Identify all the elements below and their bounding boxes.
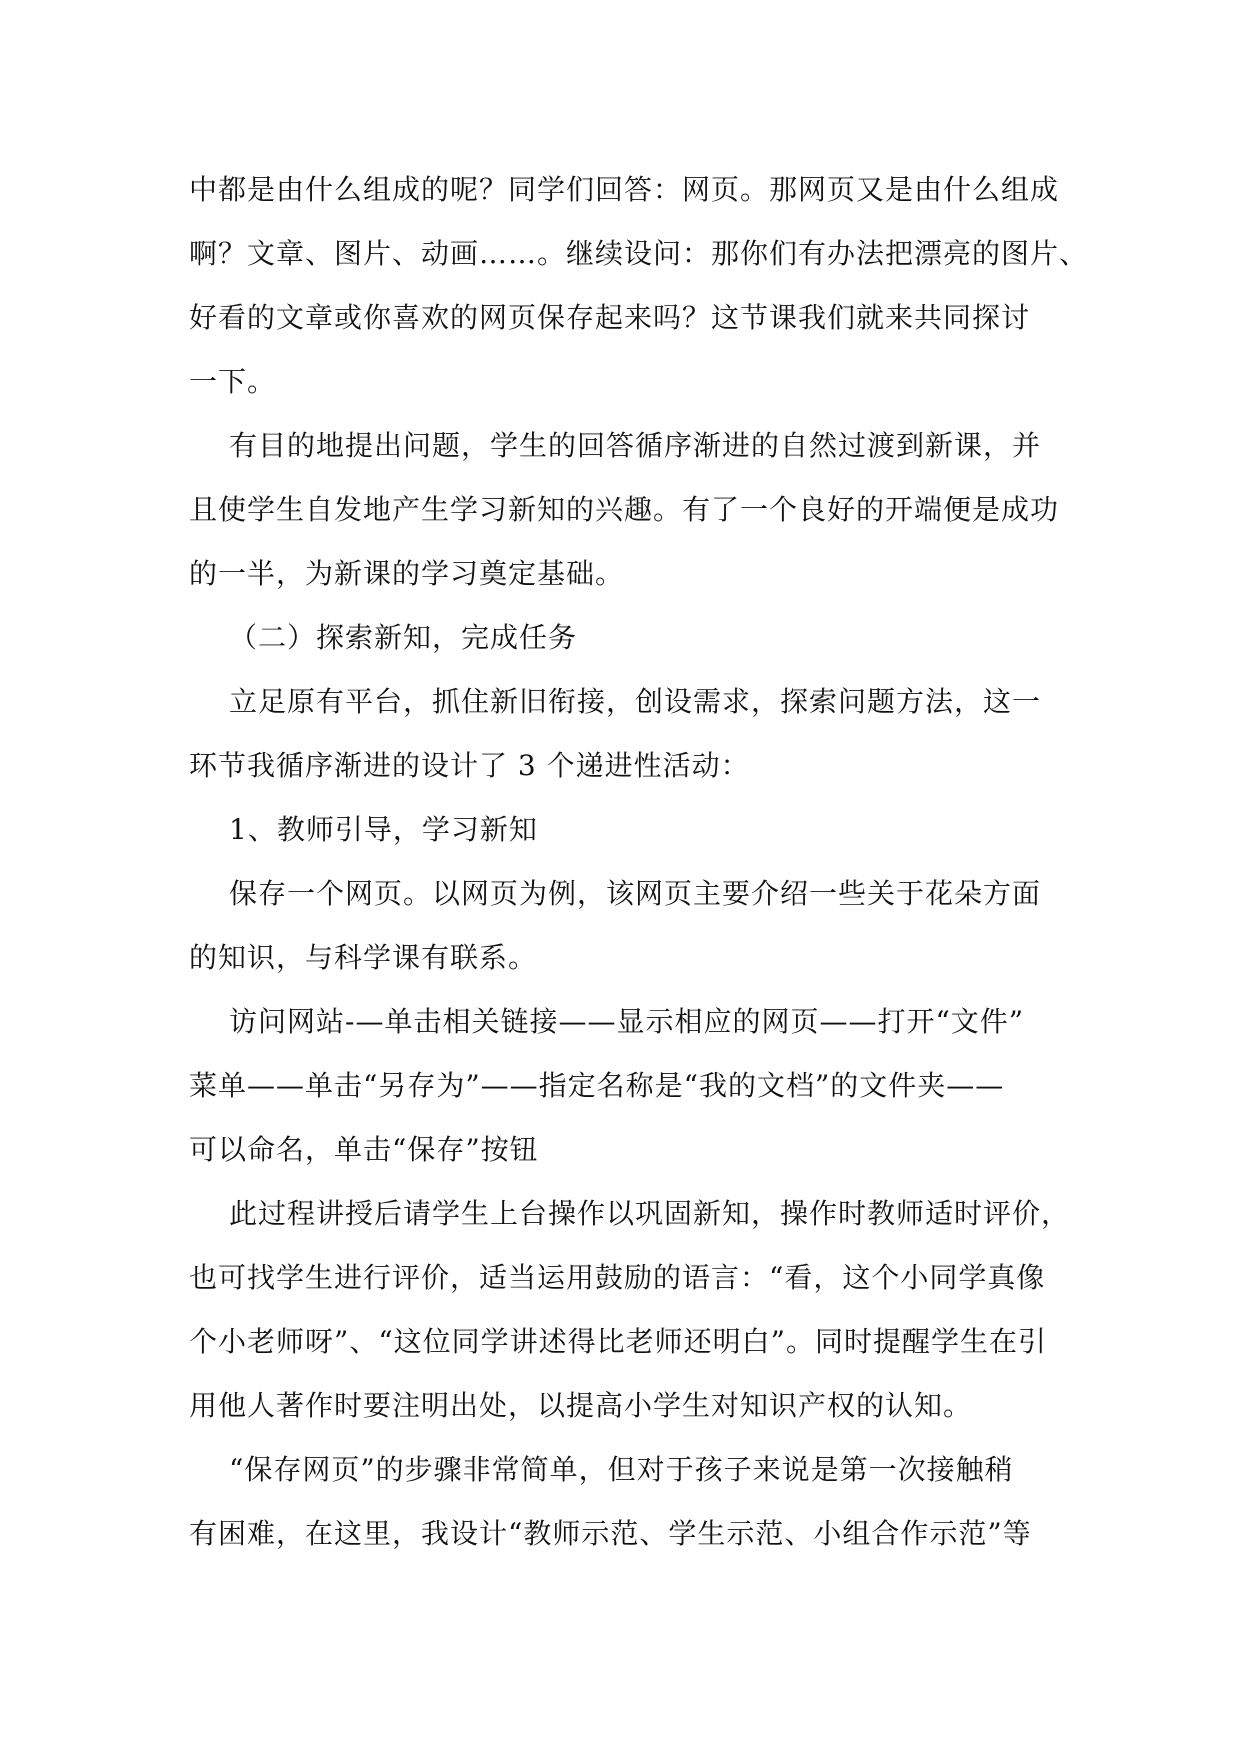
text-line: 一下。 [189, 365, 277, 398]
text-line: 的一半，为新课的学习奠定基础。 [189, 557, 625, 590]
text-line: 有困难，在这里，我设计“教师示范、学生示范、小组合作示范”等 [189, 1517, 1032, 1550]
text-line: 可以命名，单击“保存”按钮 [189, 1133, 539, 1166]
text-line: 用他人著作时要注明出处，以提高小学生对知识产权的认知。 [189, 1389, 973, 1422]
paragraph-start-line: 保存一个网页。以网页为例，该网页主要介绍一些关于花朵方面 [229, 877, 1042, 910]
text-line: 且使学生自发地产生学习新知的兴趣。有了一个良好的开端便是成功 [189, 493, 1060, 526]
paragraph-start-line: 此过程讲授后请学生上台操作以巩固新知，操作时教师适时评价， [229, 1197, 1071, 1230]
paragraph-start-line: 有目的地提出问题，学生的回答循序渐进的自然过渡到新课，并 [229, 429, 1042, 462]
text-line: 中都是由什么组成的呢？同学们回答：网页。那网页又是由什么组成 [189, 173, 1060, 206]
text-line: 也可找学生进行评价，适当运用鼓励的语言：“看，这个小同学真像 [189, 1261, 1046, 1294]
text-line: 啊？文章、图片、动画……。继续设问：那你们有办法把漂亮的图片、 [189, 237, 1089, 270]
subsection-heading: 1、教师引导，学习新知 [229, 813, 538, 846]
text-line: 的知识，与科学课有联系。 [189, 941, 538, 974]
paragraph-start-line: 立足原有平台，抓住新旧衔接，创设需求，探索问题方法，这一 [229, 685, 1042, 718]
body-text [189, 158, 1089, 1566]
section-heading: （二）探索新知，完成任务 [229, 621, 578, 654]
text-line: 菜单——单击“另存为”——指定名称是“我的文档”的文件夹—— [189, 1069, 1005, 1102]
text-line: 好看的文章或你喜欢的网页保存起来吗？这节课我们就来共同探讨 [189, 301, 1031, 334]
text-line: 个小老师呀”、“这位同学讲述得比老师还明白”。同时提醒学生在引 [189, 1325, 1047, 1358]
paragraph-start-line: 访问网站-—单击相关链接——显示相应的网页——打开“文件” [229, 1005, 1025, 1038]
text-line: 环节我循序渐进的设计了 3 个递进性活动： [189, 749, 750, 782]
paragraph-start-line: “保存网页”的步骤非常简单，但对于孩子来说是第一次接触稍 [229, 1453, 1014, 1486]
